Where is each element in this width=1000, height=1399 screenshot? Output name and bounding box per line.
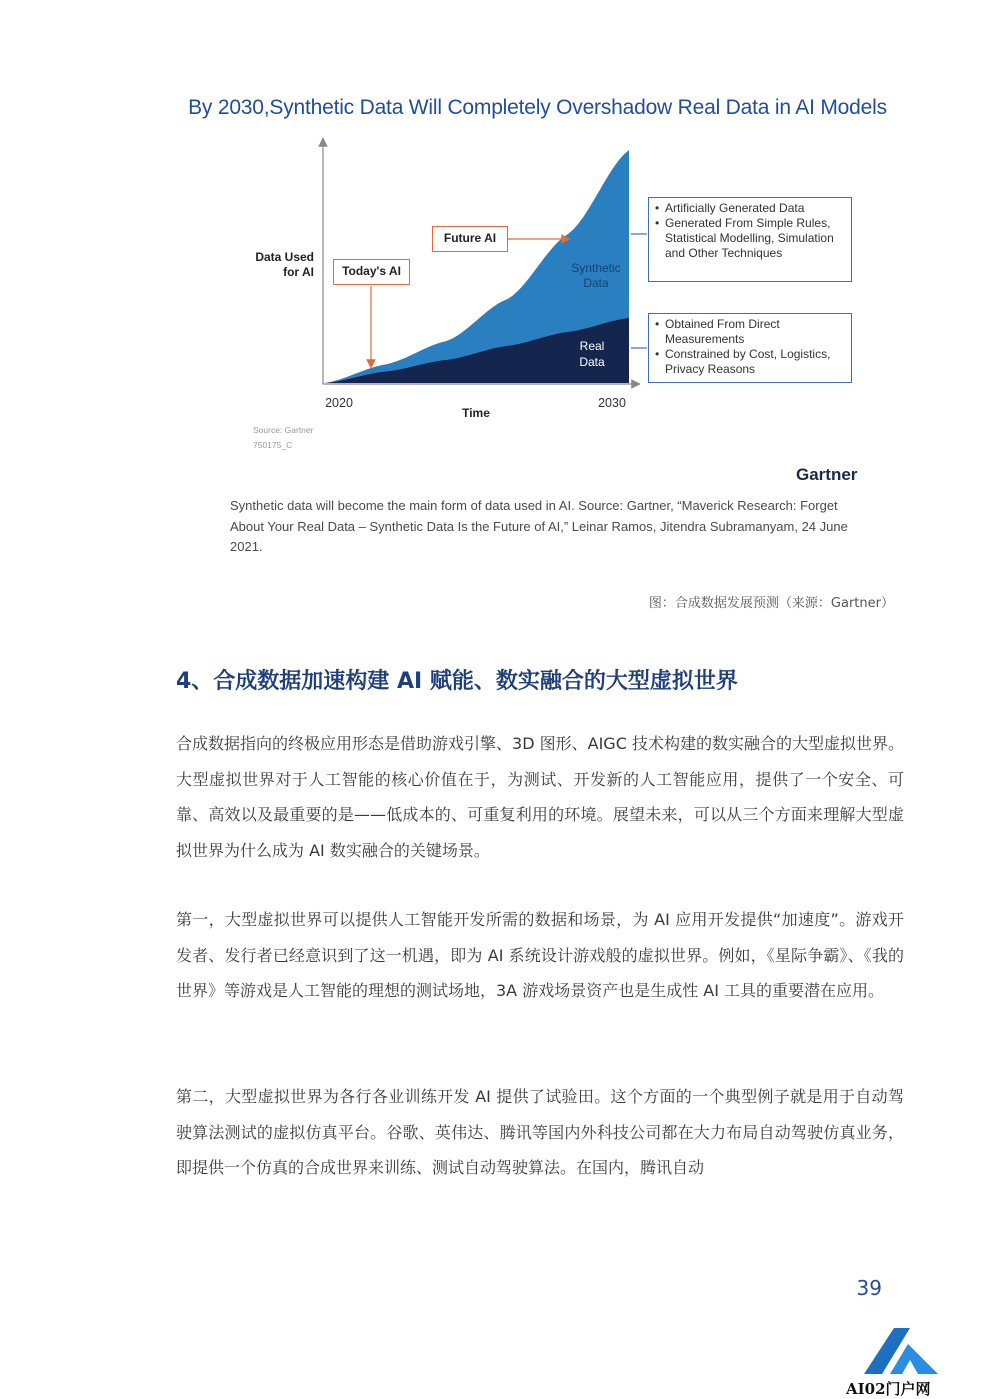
x-axis-label: Time bbox=[462, 406, 490, 420]
watermark-logo-icon bbox=[860, 1326, 940, 1378]
figure-caption-en: Synthetic data will become the main form of data used in AI. Source: Gartner, “Maverick Research: Forget About Your Real Data – Synthetic Data Is the Future of AI,” Leinar Ramos, Jitendra Subramanyam, 24 June 2021. bbox=[230, 498, 848, 554]
paragraph-3: 第二，大型虚拟世界为各行各业训练开发 AI 提供了试验田。这个方面的一个典型例子就是用于自动驾驶算法测试的虚拟仿真平台。谷歌、英伟达、腾讯等国内外科技公司都在大力布局自动驾驶仿真业务，即提供一个仿真的合成世界来训练、测试自动驾驶算法。在国内，腾讯自动 bbox=[176, 1087, 904, 1178]
real-box-item: • Constrained by Cost, Logistics, Privacy Reasons bbox=[655, 347, 845, 377]
source-line-2: 750175_C bbox=[253, 440, 293, 450]
source-line-1: Source: Gartner bbox=[253, 425, 314, 435]
x-tick-2030: 2030 bbox=[598, 396, 626, 410]
real-label-2: Data bbox=[579, 355, 605, 369]
synthetic-box-item: • Artificially Generated Data bbox=[655, 201, 845, 216]
synthetic-box-item: • Generated From Simple Rules, Statistical Modelling, Simulation and Other Techniques bbox=[655, 216, 845, 261]
real-box-item: • Obtained From Direct Measurements bbox=[655, 317, 845, 347]
chart-title: By 2030,Synthetic Data Will Completely Overshadow Real Data in AI Models bbox=[188, 96, 887, 119]
real-data-box bbox=[648, 313, 852, 383]
paragraph-1: 合成数据指向的终极应用形态是借助游戏引擎、3D 图形、AIGC 技术构建的数实融合的大型虚拟世界。大型虚拟世界对于人工智能的核心价值在于，为测试、开发新的人工智能应用，提供了一个安全、可靠、高效以及最重要的是——低成本的、可重复利用的环境。展望未来，可以从三个方面来理解大型虚拟世界为什么成为 AI 数实融合的关键场景。 bbox=[176, 734, 904, 860]
gartner-logo: Gartner bbox=[796, 465, 858, 484]
page-number: 39 bbox=[856, 1276, 882, 1300]
future-ai-callout: Future AI bbox=[432, 226, 508, 252]
section-heading: 4、合成数据加速构建 AI 赋能、数实融合的大型虚拟世界 bbox=[176, 669, 738, 694]
real-label-1: Real bbox=[579, 339, 605, 353]
y-axis-label-2: for AI bbox=[283, 265, 314, 279]
paragraph-2: 第一，大型虚拟世界可以提供人工智能开发所需的数据和场景，为 AI 应用开发提供“加速度”。游戏开发者、发行者已经意识到了这一机遇，即为 AI 系统设计游戏般的虚拟世界。例如，《星际争霸》、《我的世界》等游戏是人工智能的理想的测试场地，3A 游戏场景资产也是生成性 AI 工具的重要潜在应用。 bbox=[176, 910, 904, 1001]
synthetic-label-1: Synthetic bbox=[571, 261, 621, 275]
watermark-text: AI02门户网 bbox=[846, 1380, 931, 1398]
synthetic-label-2: Data bbox=[583, 276, 609, 290]
figure-caption-cn: 图：合成数据发展预测（来源：Gartner） bbox=[648, 596, 894, 611]
x-tick-2020: 2020 bbox=[325, 396, 353, 410]
synthetic-data-box bbox=[648, 197, 852, 282]
today-ai-callout: Today's AI bbox=[333, 259, 410, 285]
y-axis-label-1: Data Used bbox=[255, 250, 314, 264]
